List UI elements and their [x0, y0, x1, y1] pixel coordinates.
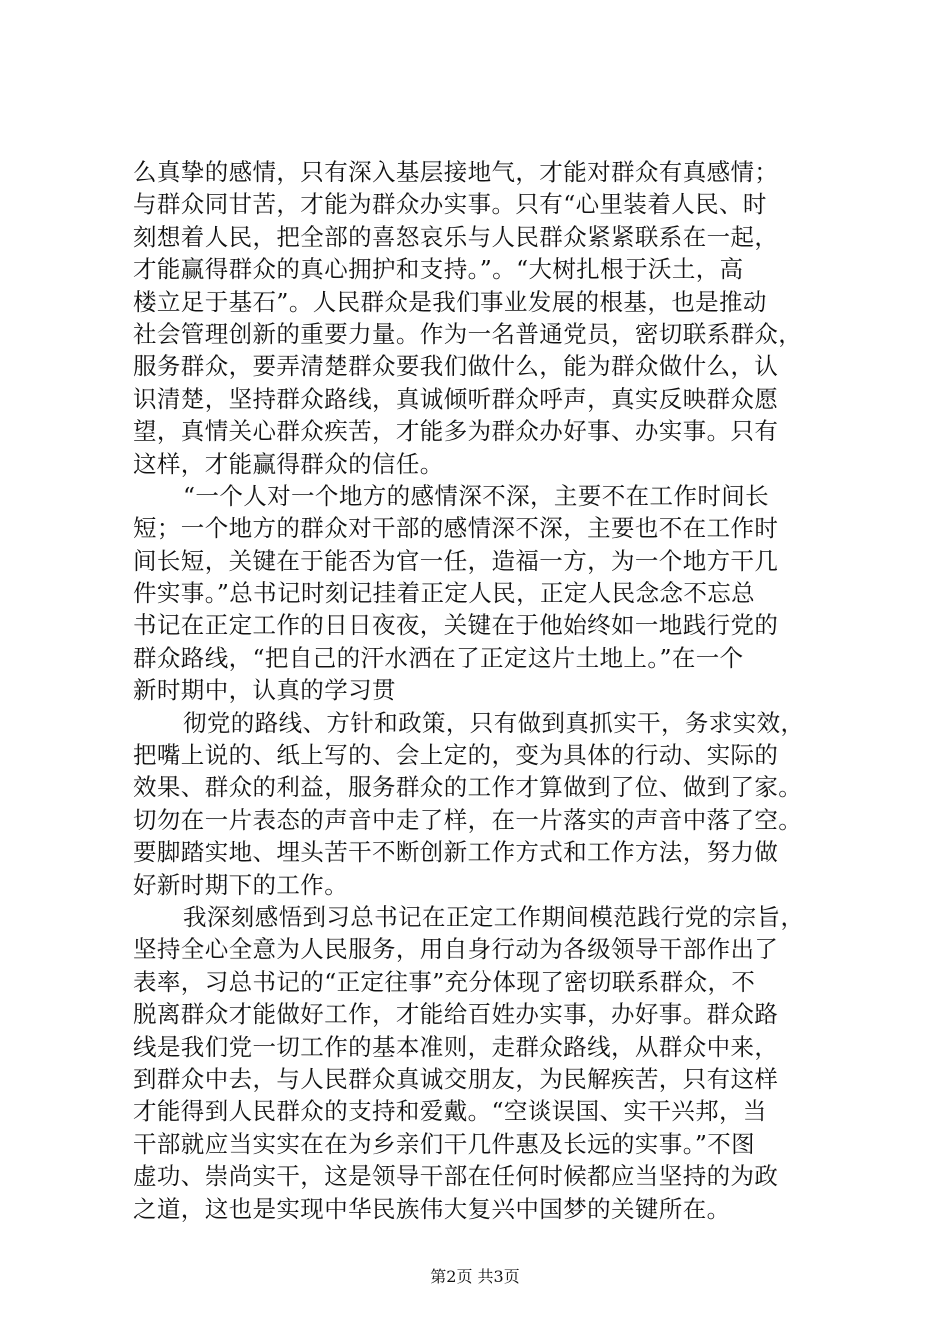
text-line: 表率，习总书记的“正定往事”充分体现了密切联系群众，不 [133, 967, 756, 996]
page-footer: 第2页 共3页 [430, 1267, 520, 1286]
text-line: 虚功、崇尚实干，这是领导干部在任何时候都应当坚持的为政 [133, 1162, 779, 1191]
text-line: “一个人对一个地方的感情深不深，主要不在工作时间长 [183, 481, 770, 510]
text-line: 才能赢得群众的真心拥护和支持。”。“大树扎根于沃土，高 [133, 255, 744, 284]
text-line: 间长短，关键在于能否为官一任，造福一方，为一个地方干几 [133, 546, 779, 575]
text-line: 坚持全心全意为人民服务，用自身行动为各级领导干部作出了 [133, 935, 779, 964]
text-line: 刻想着人民，把全部的喜怒哀乐与人民群众紧紧联系在一起， [133, 222, 779, 251]
text-line: 好新时期下的工作。 [133, 870, 349, 899]
text-line: 之道，这也是实现中华民族伟大复兴中国梦的关键所在。 [133, 1194, 731, 1223]
text-line: 效果、群众的利益，服务群众的工作才算做到了位、做到了家。 [133, 773, 803, 802]
text-line: 干部就应当实实在在为乡亲们干几件惠及长远的实事。”不图 [133, 1129, 756, 1158]
text-line: 书记在正定工作的日日夜夜，关键在于他始终如一地践行党的 [133, 611, 779, 640]
text-line: 望，真情关心群众疾苦，才能多为群众办好事、办实事。只有 [133, 417, 779, 446]
text-line: 切勿在一片表态的声音中走了样，在一片落实的声音中落了空。 [133, 805, 803, 834]
text-line: 么真挚的感情，只有深入基层接地气，才能对群众有真感情； [133, 158, 779, 186]
text-line: 群众路线，“把自己的汗水洒在了正定这片土地上。”在一个 [133, 643, 744, 672]
text-line: 线是我们党一切工作的基本准则，走群众路线，从群众中来， [133, 1032, 779, 1061]
text-line: 与群众同甘苦，才能为群众办实事。只有“心里装着人民、时 [133, 190, 767, 219]
text-line: 新时期中，认真的学习贯 [133, 676, 396, 705]
text-line: 把嘴上说的、纸上写的、会上定的，变为具体的行动、实际的 [133, 741, 779, 770]
text-line: 彻党的路线、方针和政策，只有做到真抓实干，务求实效， [183, 708, 805, 737]
body-text [133, 156, 833, 1225]
text-line: 才能得到人民群众的支持和爱戴。“空谈误国、实干兴邦，当 [133, 1097, 767, 1126]
text-line: 楼立足于基石”。人民群众是我们事业发展的根基，也是推动 [133, 287, 767, 316]
text-line: 脱离群众才能做好工作，才能给百姓办实事，办好事。群众路 [133, 1000, 779, 1029]
text-line: 社会管理创新的重要力量。作为一名普通党员，密切联系群众， [133, 319, 803, 348]
text-line: 我深刻感悟到习总书记在正定工作期间模范践行党的宗旨， [183, 902, 805, 931]
text-line: 短；一个地方的群众对干部的感情深不深，主要也不在工作时 [133, 514, 779, 543]
text-line: 到群众中去，与人民群众真诚交朋友，为民解疾苦，只有这样 [133, 1064, 779, 1093]
text-line: 这样，才能赢得群众的信任。 [133, 449, 444, 478]
text-line: 识清楚，坚持群众路线，真诚倾听群众呼声，真实反映群众愿 [133, 384, 779, 413]
text-line: 要脚踏实地、埋头苦干不断创新工作方式和工作方法，努力做 [133, 838, 779, 867]
text-line: 服务群众，要弄清楚群众要我们做什么，能为群众做什么，认 [133, 352, 779, 381]
text-line: 件实事。”总书记时刻记挂着正定人民，正定人民念念不忘总 [133, 579, 756, 608]
